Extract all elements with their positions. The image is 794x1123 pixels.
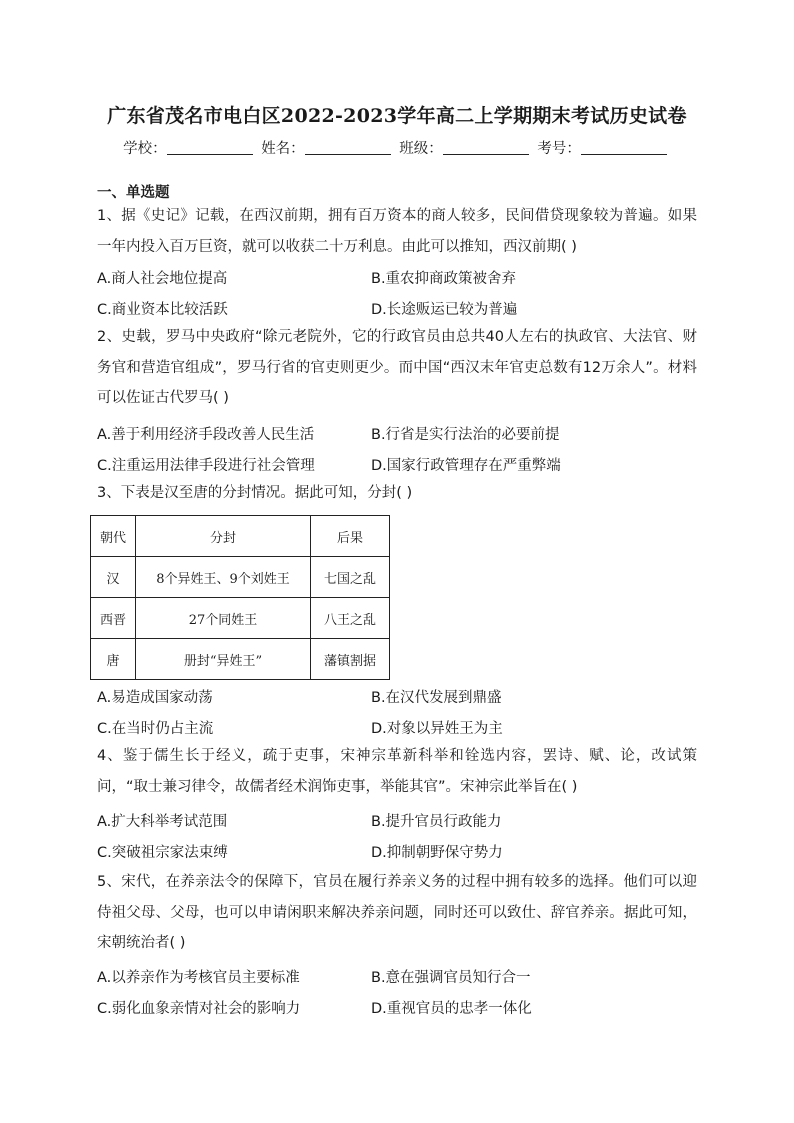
question-4-option-c[interactable]: C.突破祖宗家法束缚 xyxy=(97,845,228,861)
table-cell: 8个异姓王、9个刘姓王 xyxy=(136,557,311,598)
name-blank[interactable] xyxy=(305,140,391,155)
question-5-option-b[interactable]: B.意在强调官员知行合一 xyxy=(371,970,531,986)
question-4-option-a[interactable]: A.扩大科举考试范围 xyxy=(97,814,228,830)
question-3-option-b[interactable]: B.在汉代发展到鼎盛 xyxy=(371,690,502,706)
page-title: 广东省茂名市电白区2022-2023学年高二上学期期末考试历史试卷 xyxy=(107,105,687,127)
question-4-option-d[interactable]: D.抑制朝野保守势力 xyxy=(371,845,503,861)
question-5-stem: 5、宋代，在养亲法令的保障下，官员在履行养亲义务的过程中拥有较多的选择。他们可以迎侍祖父母、父母，也可以申请闲职来解决养亲问题，同时还可以致仕、辞官养亲。据此可知，宋朝统治者( ) xyxy=(97,874,697,951)
question-1-option-b[interactable]: B.重农抑商政策被舍弃 xyxy=(371,271,517,287)
question-3-option-c[interactable]: C.在当时仍占主流 xyxy=(97,721,214,737)
table-cell: 汉 xyxy=(91,557,136,598)
table-row xyxy=(91,598,390,639)
table-cell: 八王之乱 xyxy=(311,598,390,639)
question-3-option-d[interactable]: D.对象以异姓王为主 xyxy=(371,721,503,737)
table-cell: 册封“异姓王” xyxy=(136,639,311,680)
question-2-option-a[interactable]: A.善于利用经济手段改善人民生活 xyxy=(97,427,315,443)
question-3-stem: 3、下表是汉至唐的分封情况。据此可知，分封( ) xyxy=(97,485,413,501)
table-row xyxy=(91,639,390,680)
section-title: 一、单选题 xyxy=(97,185,170,201)
class-label: 班级： xyxy=(399,141,443,157)
question-2-option-c[interactable]: C.注重运用法律手段进行社会管理 xyxy=(97,458,315,474)
question-5-option-c[interactable]: C.弱化血象亲情对社会的影响力 xyxy=(97,1001,301,1017)
enfeoffment-table xyxy=(90,515,390,680)
question-2-option-b[interactable]: B.行省是实行法治的必要前提 xyxy=(371,427,560,443)
question-4-option-b[interactable]: B.提升官员行政能力 xyxy=(371,814,502,830)
table-cell: 藩镇割据 xyxy=(311,639,390,680)
table-cell: 27个同姓王 xyxy=(136,598,311,639)
table-header-row xyxy=(91,516,390,557)
table-row xyxy=(91,557,390,598)
name-label: 姓名： xyxy=(261,141,305,157)
question-1-option-d[interactable]: D.长途贩运已较为普遍 xyxy=(371,302,518,318)
question-1-stem: 1、据《史记》记载，在西汉前期，拥有百万资本的商人较多，民间借贷现象较为普遍。如果一年内投入百万巨资，就可以收获二十万利息。由此可以推知，西汉前期( ) xyxy=(97,208,697,255)
class-blank[interactable] xyxy=(443,140,529,155)
question-1-option-a[interactable]: A.商人社会地位提高 xyxy=(97,271,228,287)
question-2-stem: 2、史载，罗马中央政府“除元老院外，它的行政官员由总共40人左右的执政官、大法官、财务官和营造官组成”，罗马行省的官吏则更少。而中国“西汉末年官吏总数有12万余人”。材料可以佐证古代罗马( ) xyxy=(97,329,697,406)
question-3-option-a[interactable]: A.易造成国家动荡 xyxy=(97,690,213,706)
school-label: 学校： xyxy=(123,141,167,157)
exam-number-label: 考号： xyxy=(537,141,581,157)
table-cell: 西晋 xyxy=(91,598,136,639)
exam-number-blank[interactable] xyxy=(581,140,667,155)
table-header-cell: 分封 xyxy=(136,516,311,557)
student-info-line xyxy=(0,137,794,158)
table-cell: 唐 xyxy=(91,639,136,680)
question-1-option-c[interactable]: C.商业资本比较活跃 xyxy=(97,302,228,318)
question-5-option-d[interactable]: D.重视官员的忠孝一体化 xyxy=(371,1001,532,1017)
table-cell: 七国之乱 xyxy=(311,557,390,598)
question-2-option-d[interactable]: D.国家行政管理存在严重弊端 xyxy=(371,458,561,474)
table-header-cell: 后果 xyxy=(311,516,390,557)
table-header-cell: 朝代 xyxy=(91,516,136,557)
question-5-option-a[interactable]: A.以养亲作为考核官员主要标准 xyxy=(97,970,300,986)
question-4-stem: 4、鉴于儒生长于经义，疏于吏事，宋神宗革新科举和铨选内容，罢诗、赋、论，改试策问，“取士兼习律令，故儒者经术润饰吏事，举能其官”。宋神宗此举旨在( ) xyxy=(97,748,697,795)
school-blank[interactable] xyxy=(167,140,253,155)
